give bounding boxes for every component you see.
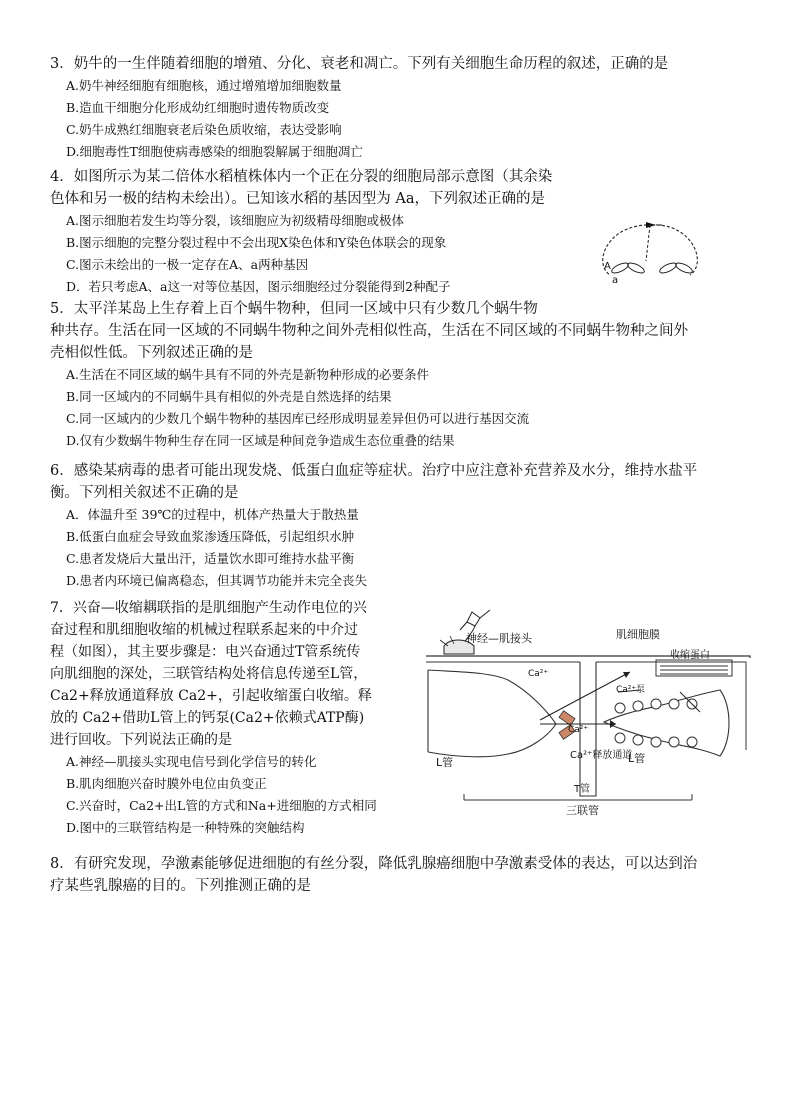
- label-triad: 三联管: [566, 804, 599, 817]
- l-tube-left: [428, 670, 556, 757]
- q6-option-a: A．体温升至 39℃的过程中，机体产热量大于散热量: [66, 507, 359, 522]
- label-neuromuscular-junction: 神经—肌接头: [466, 632, 532, 645]
- chromosome-left-1: [610, 261, 629, 275]
- q7-option-d: D.图中的三联管结构是一种特殊的突触结构: [66, 820, 305, 835]
- chromosome-left-2: [626, 261, 645, 275]
- q4-option-b: B.图示细胞的完整分裂过程中不会出现X染色体和Y染色体联会的现象: [66, 235, 447, 250]
- q6-option-c: C.患者发烧后大量出汗，适量饮水即可维持水盐平衡: [66, 551, 355, 566]
- q5-option-b: B.同一区域内的不同蜗牛具有相似的外壳是自然选择的结果: [66, 389, 392, 404]
- l-tube-right: [604, 690, 729, 756]
- label-ca-pump: Ca²⁺泵: [616, 685, 646, 695]
- gene-label-A: A: [604, 261, 611, 272]
- q7-stem-line-1: 7．兴奋—收缩耦联指的是肌细胞产生动作电位的兴: [50, 600, 367, 616]
- q5-stem-line-3: 壳相似性低。下列叙述正确的是: [50, 345, 253, 361]
- q4-stem-line-2: 色体和另一极的结构未绘出）。已知该水稻的基因型为 Aa，下列叙述正确的是: [50, 191, 545, 207]
- label-l-tube-left: L管: [436, 756, 454, 769]
- q3-option-a: A.奶牛神经细胞有细胞核，通过增殖增加细胞数量: [66, 78, 342, 93]
- q6-option-b: B.低蛋白血症会导致血浆渗透压降低，引起组织水肿: [66, 529, 355, 544]
- question-7: [50, 597, 377, 839]
- q8-stem-line-2: 疗某些乳腺癌的目的。下列推测正确的是: [50, 878, 311, 894]
- q5-stem-line-2: 种共存。生活在同一区域的不同蜗牛物种之间外壳相似性高，生活在不同区域的不同蜗牛物种之间外: [50, 323, 688, 339]
- q4-option-d: D．若只考虑A、a这一对等位基因，图示细胞经过分裂能得到2种配子: [66, 279, 451, 294]
- label-contractile-protein: 收缩蛋白: [670, 650, 710, 661]
- question-4: [50, 166, 552, 298]
- q7-triad-figure: [420, 600, 760, 822]
- q5-stem-line-1: 5．太平洋某岛上生存着上百个蜗牛物种，但同一区域中只有少数几个蜗牛物: [50, 301, 538, 317]
- label-l-tube-right: L管: [628, 752, 646, 765]
- question-8: [50, 853, 697, 897]
- gene-label-a: a: [612, 275, 619, 286]
- label-ca-release-channel: Ca²⁺释放通道: [570, 750, 633, 761]
- q5-option-d: D.仅有少数蜗牛物种生存在同一区域是种间竞争造成生态位重叠的结果: [66, 433, 455, 448]
- q6-stem-line-2: 衡。下列相关叙述不正确的是: [50, 485, 239, 501]
- q3-option-b: B.造血干细胞分化形成幼红细胞时遗传物质改变: [66, 100, 330, 115]
- q7-option-c: C.兴奋时，Ca2+出L管的方式和Na+进细胞的方式相同: [66, 798, 377, 813]
- q3-stem: 3．奶牛的一生伴随着细胞的增殖、分化、衰老和凋亡。下列有关细胞生命历程的叙述，正确的是: [50, 56, 669, 72]
- question-3: [50, 53, 668, 163]
- q7-stem-line-6: 放的 Ca2+借助L管上的钙泵(Ca2+依赖式ATP酶): [50, 710, 365, 726]
- ca-pump-row-top: [615, 699, 697, 713]
- label-ca-top: Ca²⁺: [528, 669, 549, 679]
- q5-option-a: A.生活在不同区域的蜗牛具有不同的外壳是新物种形成的必要条件: [66, 367, 430, 382]
- chromosome-right-1: [658, 261, 677, 275]
- q5-option-c: C.同一区域内的少数几个蜗牛物种的基因库已经形成明显差异但仍可以进行基因交流: [66, 411, 530, 426]
- q6-stem-line-1: 6．感染某病毒的患者可能出现发烧、低蛋白血症等症状。治疗中应注意补充营养及水分，维持水盐平: [50, 463, 698, 479]
- q3-option-d: D.细胞毒性T细胞使病毒感染的细胞裂解属于细胞凋亡: [66, 144, 363, 159]
- q7-stem-line-4: 向肌细胞的深处，三联管结构处将信息传递至L管，: [50, 666, 368, 682]
- q4-option-c: C.图示未绘出的一极一定存在A、a两种基因: [66, 257, 309, 272]
- q4-stem-line-1: 4．如图所示为某二倍体水稻植株体内一个正在分裂的细胞局部示意图（其余染: [50, 169, 553, 185]
- contractile-protein-block: [636, 660, 744, 676]
- q4-option-a: A.图示细胞若发生均等分裂，该细胞应为初级精母细胞或极体: [66, 213, 405, 228]
- spindle-pole-marker: [646, 222, 656, 228]
- q4-spindle-figure: [590, 213, 710, 293]
- q6-option-d: D.患者内环境已偏离稳态，但其调节功能并未完全丧失: [66, 573, 368, 588]
- chromosome-right-2: [674, 261, 693, 275]
- label-t-tube: T管: [574, 784, 591, 795]
- q7-option-b: B.肌肉细胞兴奋时膜外电位由负变正: [66, 776, 267, 791]
- q3-option-c: C.奶牛成熟红细胞衰老后染色质收缩，表达受影响: [66, 122, 342, 137]
- ca-release-channel-upper: [559, 711, 575, 726]
- question-5: [50, 298, 688, 452]
- question-6: [50, 460, 697, 592]
- q8-stem-line-1: 8．有研究发现，孕激素能够促进细胞的有丝分裂，降低乳腺癌细胞中孕激素受体的表达，可以达到治: [50, 856, 698, 872]
- q7-stem-line-2: 奋过程和肌细胞收缩的机械过程联系起来的中介过: [50, 622, 358, 638]
- q7-stem-line-5: Ca2+释放通道释放 Ca2+，引起收缩蛋白收缩。释: [50, 688, 372, 704]
- q7-option-a: A.神经—肌接头实现电信号到化学信号的转化: [66, 754, 317, 769]
- label-muscle-membrane: 肌细胞膜: [616, 628, 660, 641]
- q7-stem-line-7: 进行回收。下列说法正确的是: [50, 732, 232, 748]
- q7-stem-line-3: 程（如图），其主要步骤是：电兴奋通过T管系统传: [50, 644, 361, 660]
- label-ca-mid: Ca²⁺: [568, 725, 589, 735]
- spindle-center-line: [646, 225, 650, 261]
- ca-pump-row-bottom: [615, 733, 697, 747]
